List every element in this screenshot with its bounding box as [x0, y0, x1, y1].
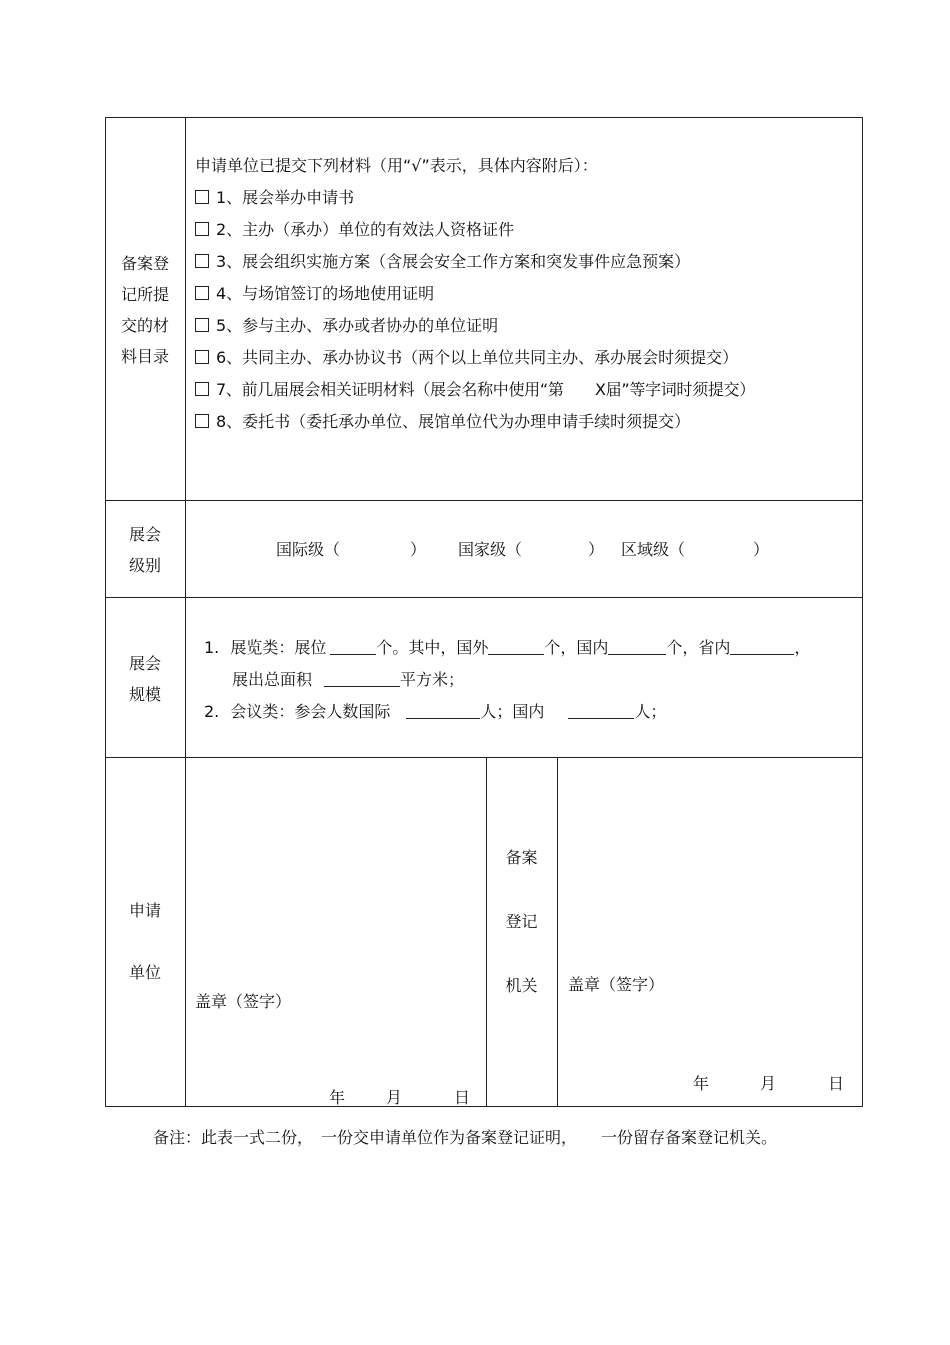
applicant-row-label — [105, 880, 185, 1004]
label-line: 规模 — [128, 685, 161, 704]
label-line: 料目录 — [120, 347, 169, 366]
material-item-label: 2、主办（承办）单位的有效法人资格证件 — [216, 220, 515, 239]
level-close: ） — [753, 540, 770, 559]
label-line: 单位 — [128, 963, 161, 982]
scale-text: 展览类：展位 — [230, 638, 327, 657]
material-item[interactable] — [195, 251, 690, 273]
authority-year: 年 — [693, 1074, 710, 1093]
scale-text: 个，国内 — [544, 638, 609, 657]
level-option-label: 国际级（ — [276, 540, 341, 559]
material-item-label: 3、展会组织实施方案（含展会安全工作方案和突发事件应急预案） — [216, 252, 691, 271]
label-line: 记所提 — [120, 285, 169, 304]
material-item[interactable] — [195, 411, 690, 433]
scale-row-label — [105, 648, 185, 710]
material-item-label: 7、前几届展会相关证明材料（展会名称中使用“第 X届”等字词时须提交） — [216, 380, 755, 399]
provincial-count-field[interactable] — [730, 639, 794, 655]
scale-text: ， — [794, 638, 811, 657]
total-area-field[interactable] — [324, 671, 400, 687]
scale-meeting-line — [204, 701, 666, 723]
checkbox[interactable] — [195, 318, 209, 332]
applicant-seal: 盖章（签字） — [195, 992, 292, 1011]
material-item[interactable] — [195, 219, 514, 241]
level-close: ） — [410, 540, 427, 559]
checkbox[interactable] — [195, 286, 209, 300]
label-line: 备案 — [505, 848, 538, 867]
scale-exhibit-line2 — [232, 669, 464, 691]
level-option-label: 国家级（ — [458, 540, 523, 559]
checkbox[interactable] — [195, 350, 209, 364]
row-divider-1 — [105, 500, 863, 501]
signature-divider-2 — [557, 757, 558, 1107]
material-item-label: 8、委托书（委托承办单位、展馆单位代为办理申请手续时须提交） — [216, 412, 691, 431]
level-close: ） — [588, 540, 605, 559]
domestic-attendees-field[interactable] — [568, 703, 634, 719]
applicant-day: 日 — [454, 1088, 471, 1107]
authority-day: 日 — [828, 1074, 845, 1093]
foreign-count-field[interactable] — [488, 639, 544, 655]
scale-exhibit-line1 — [204, 637, 810, 659]
scale-text: 人； — [634, 702, 667, 721]
checkbox[interactable] — [195, 222, 209, 236]
material-item-label: 5、参与主办、承办或者协办的单位证明 — [216, 316, 499, 335]
material-item-label: 1、展会举办申请书 — [216, 188, 355, 207]
material-item-label: 4、与场馆签订的场地使用证明 — [216, 284, 435, 303]
authority-label — [486, 826, 557, 1018]
level-international[interactable] — [276, 539, 426, 561]
applicant-year: 年 — [329, 1088, 346, 1107]
label-line: 交的材 — [120, 316, 169, 335]
scale-text: 平方米； — [400, 670, 465, 689]
row-divider-2 — [105, 597, 863, 598]
level-regional[interactable] — [621, 539, 769, 561]
scale-text: 人；国内 — [480, 702, 545, 721]
checkbox[interactable] — [195, 254, 209, 268]
checkbox[interactable] — [195, 414, 209, 428]
list-number: 2. — [204, 702, 220, 721]
materials-intro: 申请单位已提交下列材料（用“√”表示，具体内容附后）： — [195, 156, 598, 175]
applicant-month: 月 — [386, 1088, 403, 1107]
intl-attendees-field[interactable] — [406, 703, 480, 719]
material-item[interactable] — [195, 379, 755, 401]
scale-text: 会议类：参会人数国际 — [230, 702, 391, 721]
scale-text: 个。其中，国外 — [376, 638, 489, 657]
authority-seal: 盖章（签字） — [568, 975, 665, 994]
level-row-label — [105, 519, 185, 581]
checkbox[interactable] — [195, 190, 209, 204]
table-border-top — [105, 117, 863, 118]
footnote: 备注：此表一式二份， 一份交申请单位作为备案登记证明， 一份留存备案登记机关。 — [153, 1128, 778, 1147]
label-line: 级别 — [128, 556, 161, 575]
table-border-right — [862, 117, 863, 1107]
scale-text: 个，省内 — [666, 638, 731, 657]
materials-row-label — [105, 248, 185, 372]
row-divider-3 — [105, 757, 863, 758]
material-item-label: 6、共同主办、承办协议书（两个以上单位共同主办、承办展会时须提交） — [216, 348, 739, 367]
table-border-bottom — [105, 1106, 863, 1107]
label-column-divider — [185, 117, 186, 1107]
domestic-count-field[interactable] — [608, 639, 666, 655]
label-line: 登记 — [505, 912, 538, 931]
authority-month: 月 — [760, 1074, 777, 1093]
checkbox[interactable] — [195, 382, 209, 396]
level-option-label: 区域级（ — [621, 540, 686, 559]
material-item[interactable] — [195, 187, 354, 209]
label-line: 申请 — [128, 901, 161, 920]
level-national[interactable] — [458, 539, 604, 561]
label-line: 展会 — [128, 525, 161, 544]
scale-text: 展出总面积 — [232, 670, 313, 689]
booth-count-field[interactable] — [330, 639, 376, 655]
label-line: 机关 — [505, 976, 538, 995]
material-item[interactable] — [195, 347, 738, 369]
label-line: 展会 — [128, 654, 161, 673]
material-item[interactable] — [195, 283, 434, 305]
material-item[interactable] — [195, 315, 498, 337]
label-line: 备案登 — [120, 254, 169, 273]
list-number: 1. — [204, 638, 220, 657]
